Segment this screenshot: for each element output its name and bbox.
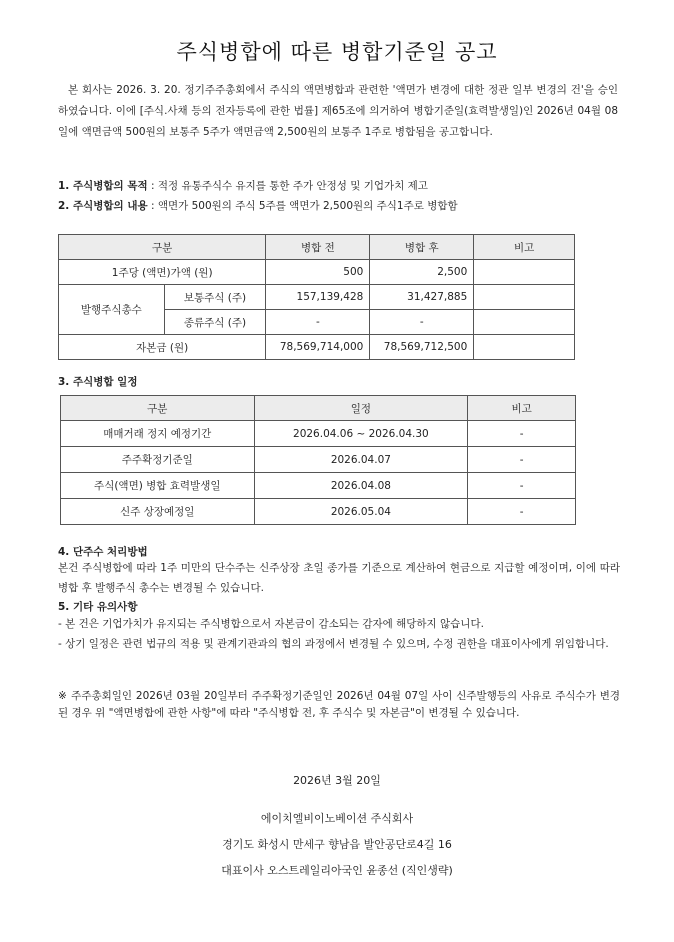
table-row: [61, 447, 576, 473]
schedule-date: 2026.04.06 ~ 2026.04.30: [254, 421, 468, 447]
schedule-item: 신주 상장예정일: [61, 499, 255, 525]
row-label: 자본금 (원): [59, 335, 266, 360]
table-row: [61, 499, 576, 525]
section-other-item-2: - 상기 일정은 관련 법규의 적용 및 관계기관과의 협의 과정에서 변경될 수 있으며, 수정 권한을 대표이사에게 위임합니다.: [58, 638, 609, 650]
schedule-note: -: [468, 447, 576, 473]
cell-value: 500: [266, 260, 370, 285]
section-other-label: 5. 기타 유의사항: [58, 601, 138, 613]
table-header: 비고: [468, 396, 576, 421]
cell-note: [474, 285, 575, 310]
section-fraction-text: 본건 주식병합에 따라 1주 미만의 단수주는 신주상장 초일 종가를 기준으로 계산하여 현금으로 지급할 예정이며, 이에 따라 병합 후 발행주식 총수는 변경될 수 있습니다.: [58, 562, 620, 594]
table-header-row: [59, 235, 575, 260]
table-row: [61, 421, 576, 447]
cell-value: 78,569,712,500: [370, 335, 474, 360]
schedule-date: 2026.05.04: [254, 499, 468, 525]
table-header: 구분: [59, 235, 266, 260]
schedule-date: 2026.04.08: [254, 473, 468, 499]
table-header: 비고: [474, 235, 575, 260]
cell-note: [474, 310, 575, 335]
table-header: 구분: [61, 396, 255, 421]
section-purpose-text: : 적정 유통주식수 유지를 통한 주가 안정성 및 기업가치 제고: [147, 180, 428, 192]
cell-note: [474, 335, 575, 360]
table-row: [61, 473, 576, 499]
intro-text: 본 회사는 2026. 3. 20. 정기주주총회에서 주식의 액면병합과 관련한 '액면가 변경에 대한 정관 일부 변경의 건'을 승인하였습니다. 이에 [주식.사채 등의 전자등록에 관한 법률] 제65조에 의거하여 병합기준일(효력발생일)인 2026년 04월 08일에 액면금액 500원의 보통주 5주가 액면금액 2,500원의 보통주 1주로 병합됨을 공고합니다.: [58, 84, 618, 138]
cell-note: [474, 260, 575, 285]
schedule-item: 매매거래 정지 예정기간: [61, 421, 255, 447]
section-content-text: : 액면가 500원의 주식 5주를 액면가 2,500원의 주식1주로 병합함: [147, 200, 458, 212]
cell-value: 78,569,714,000: [266, 335, 370, 360]
section-content: [58, 198, 458, 213]
row-label: 1주당 (액면)가액 (원): [59, 260, 266, 285]
intro-paragraph: [58, 80, 618, 143]
table-header-row: [61, 396, 576, 421]
table-row: [59, 335, 575, 360]
schedule-item: 주주확정기준일: [61, 447, 255, 473]
table-header: 병합 전: [266, 235, 370, 260]
cell-value: -: [266, 310, 370, 335]
section-other-item-1: - 본 건은 기업가치가 유지되는 주식병합으로서 자본금이 감소되는 감자에 해당하지 않습니다.: [58, 618, 484, 630]
table-header: 일정: [254, 396, 468, 421]
schedule-item: 주식(액면) 병합 효력발생일: [61, 473, 255, 499]
company-address: 경기도 화성시 만세구 향남읍 발안공단로4길 16: [222, 838, 452, 851]
footnote: ※ 주주총회일인 2026년 03월 20일부터 주주확정기준일인 2026년 04월 07일 사이 신주발행등의 사유로 주식수가 변경된 경우 위 "액면병합에 관한 사항"에 따라 "주식병합 전, 후 주식수 및 자본금"이 변경될 수 있습니다.: [58, 690, 620, 719]
page-title: 주식병합에 따른 병합기준일 공고: [176, 40, 498, 64]
section-schedule-label: 3. 주식병합 일정: [58, 376, 138, 388]
row-label: 보통주식 (주): [164, 285, 266, 310]
table-row: [59, 285, 575, 310]
table-header: 병합 후: [370, 235, 474, 260]
schedule-note: -: [468, 499, 576, 525]
company-name: 에이치엘비이노베이션 주식회사: [260, 812, 414, 825]
schedule-note: -: [468, 473, 576, 499]
section-purpose-label: 1. 주식병합의 목적: [58, 180, 148, 192]
schedule-table: [60, 395, 576, 525]
cell-value: 31,427,885: [370, 285, 474, 310]
section-purpose: [58, 178, 428, 193]
table-row: [59, 260, 575, 285]
schedule-note: -: [468, 421, 576, 447]
merger-table: [58, 234, 575, 360]
ceo-signature: 대표이사 오스트레일리아국인 윤종선 (직인생략): [221, 864, 453, 877]
schedule-date: 2026.04.07: [254, 447, 468, 473]
cell-value: 2,500: [370, 260, 474, 285]
notice-date: 2026년 3월 20일: [293, 774, 381, 787]
cell-value: 157,139,428: [266, 285, 370, 310]
row-group-label: 발행주식총수: [59, 285, 165, 335]
cell-value: -: [370, 310, 474, 335]
section-content-label: 2. 주식병합의 내용: [58, 200, 148, 212]
row-label: 종류주식 (주): [164, 310, 266, 335]
section-fraction-label: 4. 단주수 처리방법: [58, 546, 148, 558]
